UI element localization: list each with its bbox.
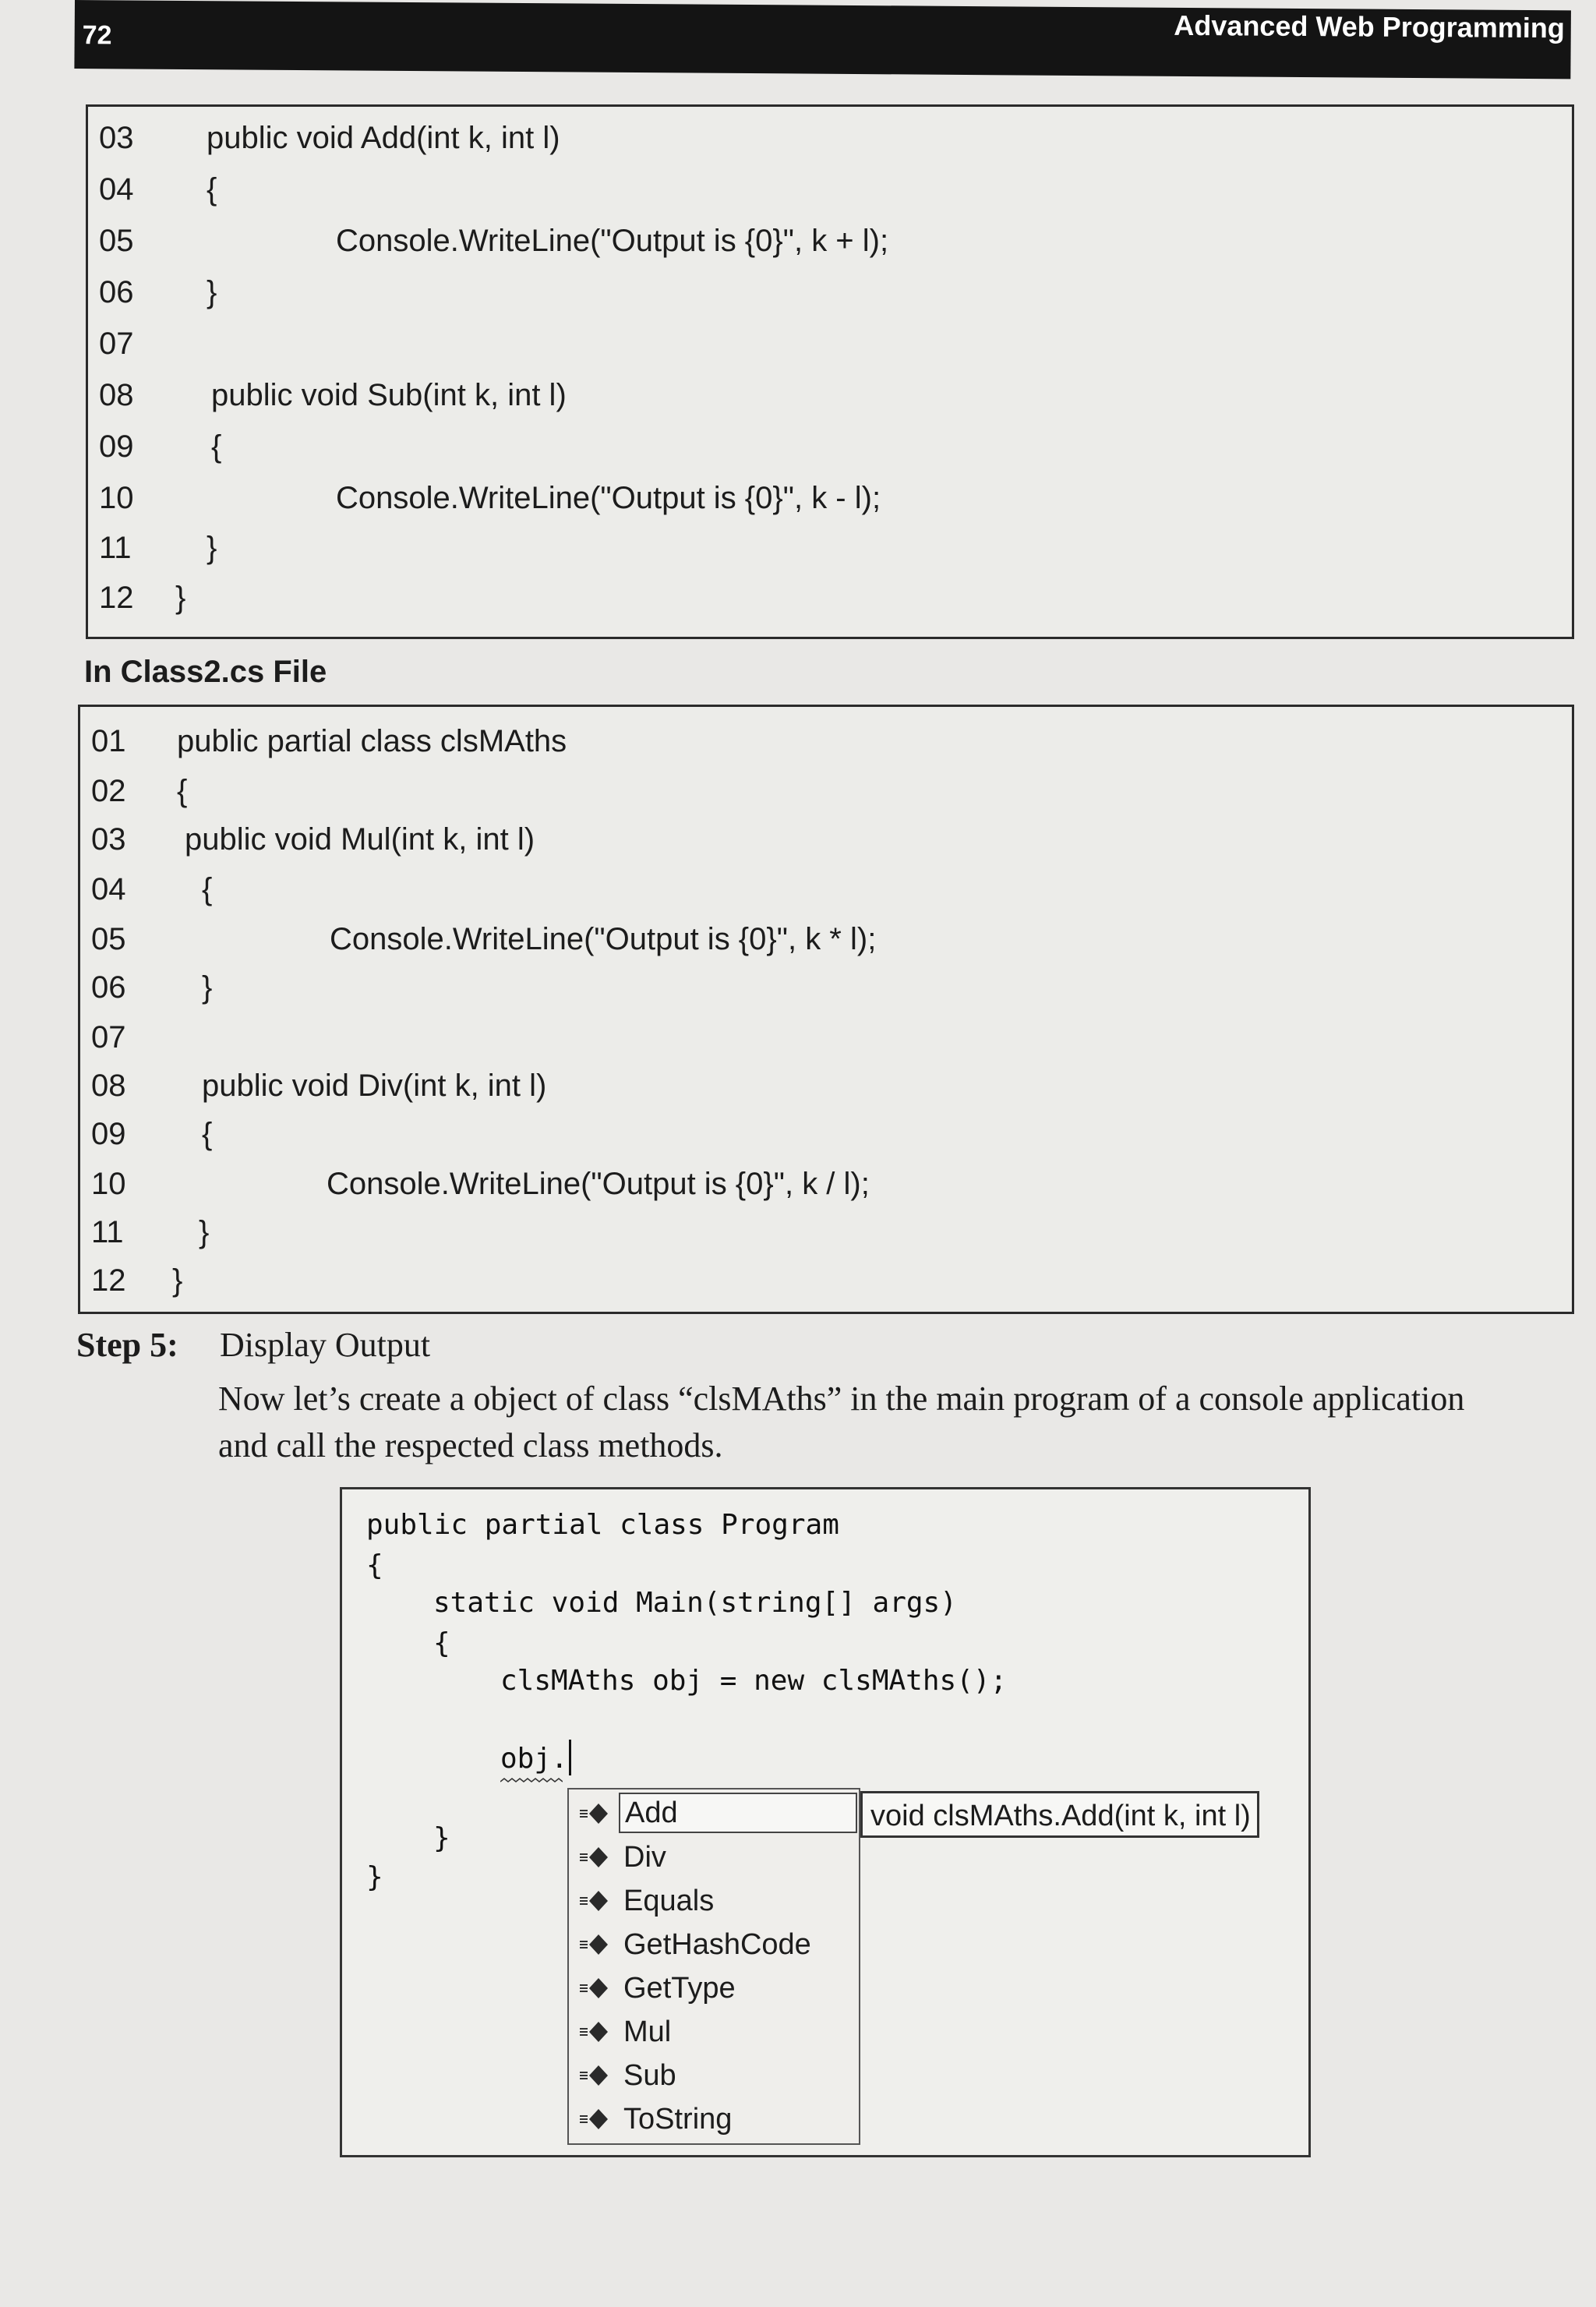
code-line: 09 { (91, 1117, 213, 1151)
step-description-line-1: Now let’s create a object of class “clsMAths” in the main program of a console application (218, 1380, 1465, 1418)
editor-line: { (366, 1549, 383, 1581)
method-icon (578, 2020, 609, 2044)
code-line: 11 } (91, 1215, 210, 1249)
intellisense-item-tostring[interactable]: ToString (572, 2098, 853, 2140)
method-signature-tooltip: void clsMAths.Add(int k, int l) (860, 1791, 1259, 1838)
code-line: 10 Console.WriteLine("Output is {0}", k - l); (99, 481, 881, 515)
intellisense-item-mul[interactable]: Mul (572, 2011, 853, 2053)
method-icon (578, 2064, 609, 2087)
intellisense-item-div[interactable]: Div (572, 1836, 853, 1878)
text-cursor (569, 1740, 571, 1775)
code-line: 03 public void Add(int k, int l) (99, 121, 560, 155)
code-line: 09 { (99, 429, 222, 464)
intellisense-item-gethashcode[interactable]: GetHashCode (572, 1924, 853, 1966)
code-line: 08 public void Sub(int k, int l) (99, 378, 567, 412)
code-line: 06 } (99, 275, 217, 309)
code-line: 07 (91, 1020, 126, 1055)
intellisense-item-sub[interactable]: Sub (572, 2054, 853, 2097)
editor-line: static void Main(string[] args) (433, 1587, 957, 1619)
method-icon (578, 1846, 609, 1869)
intellisense-dropdown[interactable] (567, 1788, 860, 2145)
intellisense-item-equals[interactable]: Equals (572, 1880, 853, 1922)
page-number: 72 (82, 20, 112, 51)
editor-current-line[interactable]: obj. (500, 1743, 568, 1775)
code-line: 02 { (91, 774, 188, 808)
code-line: 12 } (99, 581, 186, 615)
code-line: 05 Console.WriteLine("Output is {0}", k * l); (91, 922, 877, 956)
code-line: 07 (99, 327, 134, 361)
step-description-line-2: and call the respected class methods. (218, 1426, 723, 1464)
editor-line: } (366, 1861, 383, 1893)
section-label-class2: In Class2.cs File (84, 655, 327, 689)
code-line: 12 } (91, 1263, 183, 1298)
code-line: 10 Console.WriteLine("Output is {0}", k / l); (91, 1167, 870, 1201)
code-line: 11 } (99, 531, 217, 565)
intellisense-item-add[interactable]: Add (572, 1793, 853, 1835)
step-title: Display Output (220, 1326, 431, 1364)
editor-line: clsMAths obj = new clsMAths(); (500, 1665, 1008, 1697)
code-line: 04 { (99, 172, 217, 207)
code-line: 08 public void Div(int k, int l) (91, 1069, 547, 1103)
step-label: Step 5: (76, 1326, 178, 1364)
method-icon (578, 1933, 609, 1956)
intellisense-item-gettype[interactable]: GetType (572, 1967, 853, 2009)
code-line: 04 { (91, 872, 213, 906)
editor-line: public partial class Program (366, 1509, 839, 1541)
method-icon (578, 1802, 609, 1825)
code-block-class2 (78, 705, 1574, 1314)
method-icon (578, 1977, 609, 2000)
method-icon (578, 1889, 609, 1913)
page-header (74, 0, 1571, 79)
code-line: 01 public partial class clsMAths (91, 724, 567, 758)
code-block-class1 (86, 104, 1574, 639)
editor-line: } (433, 1822, 450, 1854)
book-title: Advanced Web Programming (1174, 9, 1565, 44)
code-line: 06 } (91, 970, 213, 1005)
squiggle-underline (500, 1777, 563, 1783)
code-line: 05 Console.WriteLine("Output is {0}", k + l); (99, 224, 889, 258)
code-line: 03 public void Mul(int k, int l) (91, 822, 535, 857)
method-icon (578, 2107, 609, 2131)
editor-line: { (433, 1627, 450, 1659)
